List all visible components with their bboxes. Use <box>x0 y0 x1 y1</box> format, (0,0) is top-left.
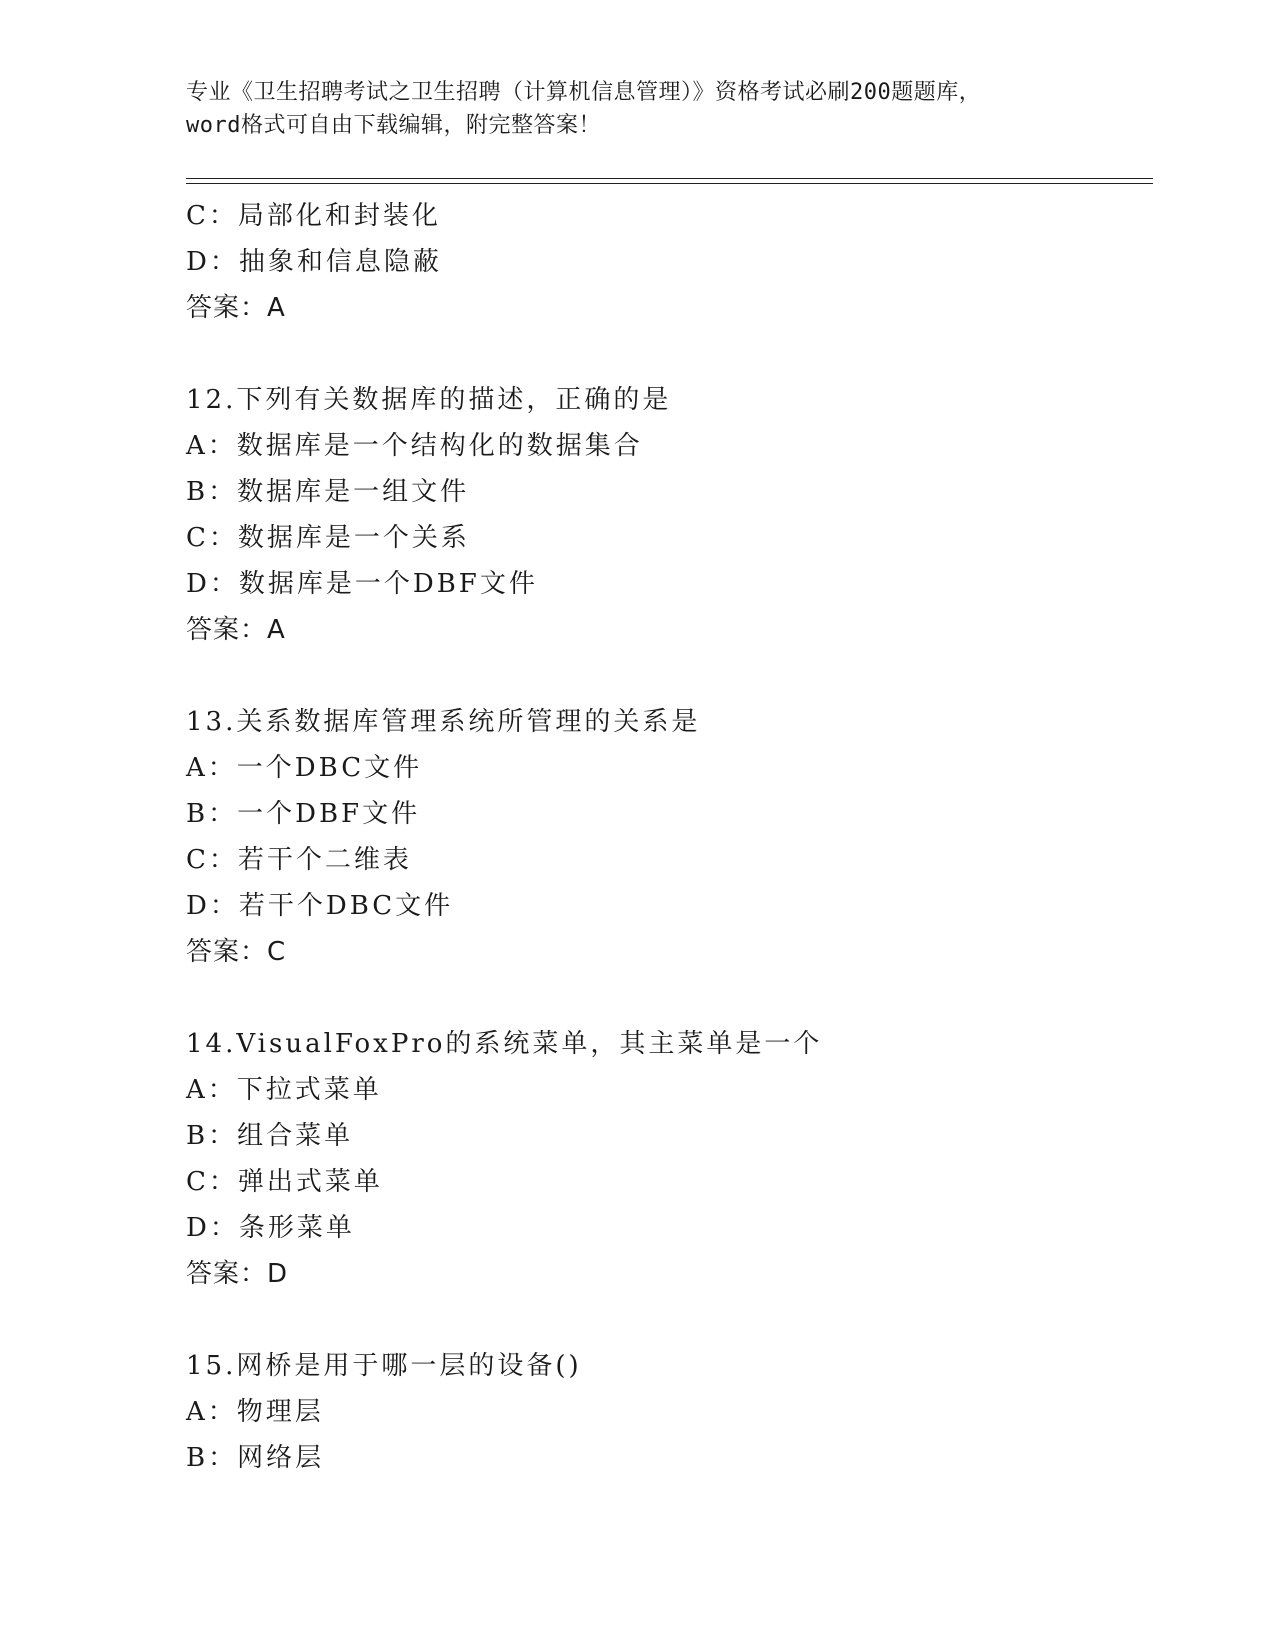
option-d: D：若干个DBC文件 <box>186 891 454 921</box>
option-b: B：数据库是一组文件 <box>186 477 470 507</box>
option-d: D：抽象和信息隐蔽 <box>186 247 442 277</box>
question-14 <box>186 1021 1146 1297</box>
question-12 <box>186 377 1146 653</box>
option-c: C：局部化和封装化 <box>186 201 441 231</box>
answer: 答案：C <box>186 937 287 967</box>
answer: 答案：A <box>186 293 286 323</box>
option-a: A：一个DBC文件 <box>186 753 423 783</box>
document-header <box>186 76 1086 142</box>
question-stem: 13.关系数据库管理系统所管理的关系是 <box>186 707 701 737</box>
option-a: A：物理层 <box>186 1397 324 1427</box>
option-a: A：数据库是一个结构化的数据集合 <box>186 431 643 461</box>
header-title-line-1: 专业《卫生招聘考试之卫生招聘（计算机信息管理）》资格考试必刷200题题库， <box>186 80 982 105</box>
option-c: C：弹出式菜单 <box>186 1167 383 1197</box>
question-stem: 14.VisualFoxPro的系统菜单，其主菜单是一个 <box>186 1029 823 1059</box>
question-stem: 12.下列有关数据库的描述，正确的是 <box>186 385 672 415</box>
question-11-continuation <box>186 193 1146 331</box>
option-d: D：条形菜单 <box>186 1213 355 1243</box>
option-a: A：下拉式菜单 <box>186 1075 382 1105</box>
option-d: D：数据库是一个DBF文件 <box>186 569 538 599</box>
question-15 <box>186 1343 1146 1481</box>
option-b: B：组合菜单 <box>186 1121 354 1151</box>
header-title-line-2: word格式可自由下载编辑，附完整答案！ <box>186 113 601 138</box>
option-b: B：网络层 <box>186 1443 325 1473</box>
answer: 答案：A <box>186 615 286 645</box>
option-c: C：若干个二维表 <box>186 845 412 875</box>
option-b: B：一个DBF文件 <box>186 799 421 829</box>
option-c: C：数据库是一个关系 <box>186 523 470 553</box>
question-13 <box>186 699 1146 975</box>
question-list <box>186 193 1146 1481</box>
header-divider-top <box>186 178 1153 179</box>
question-stem: 15.网桥是用于哪一层的设备() <box>186 1351 582 1381</box>
header-divider-bottom <box>186 183 1153 184</box>
answer: 答案：D <box>186 1259 289 1289</box>
